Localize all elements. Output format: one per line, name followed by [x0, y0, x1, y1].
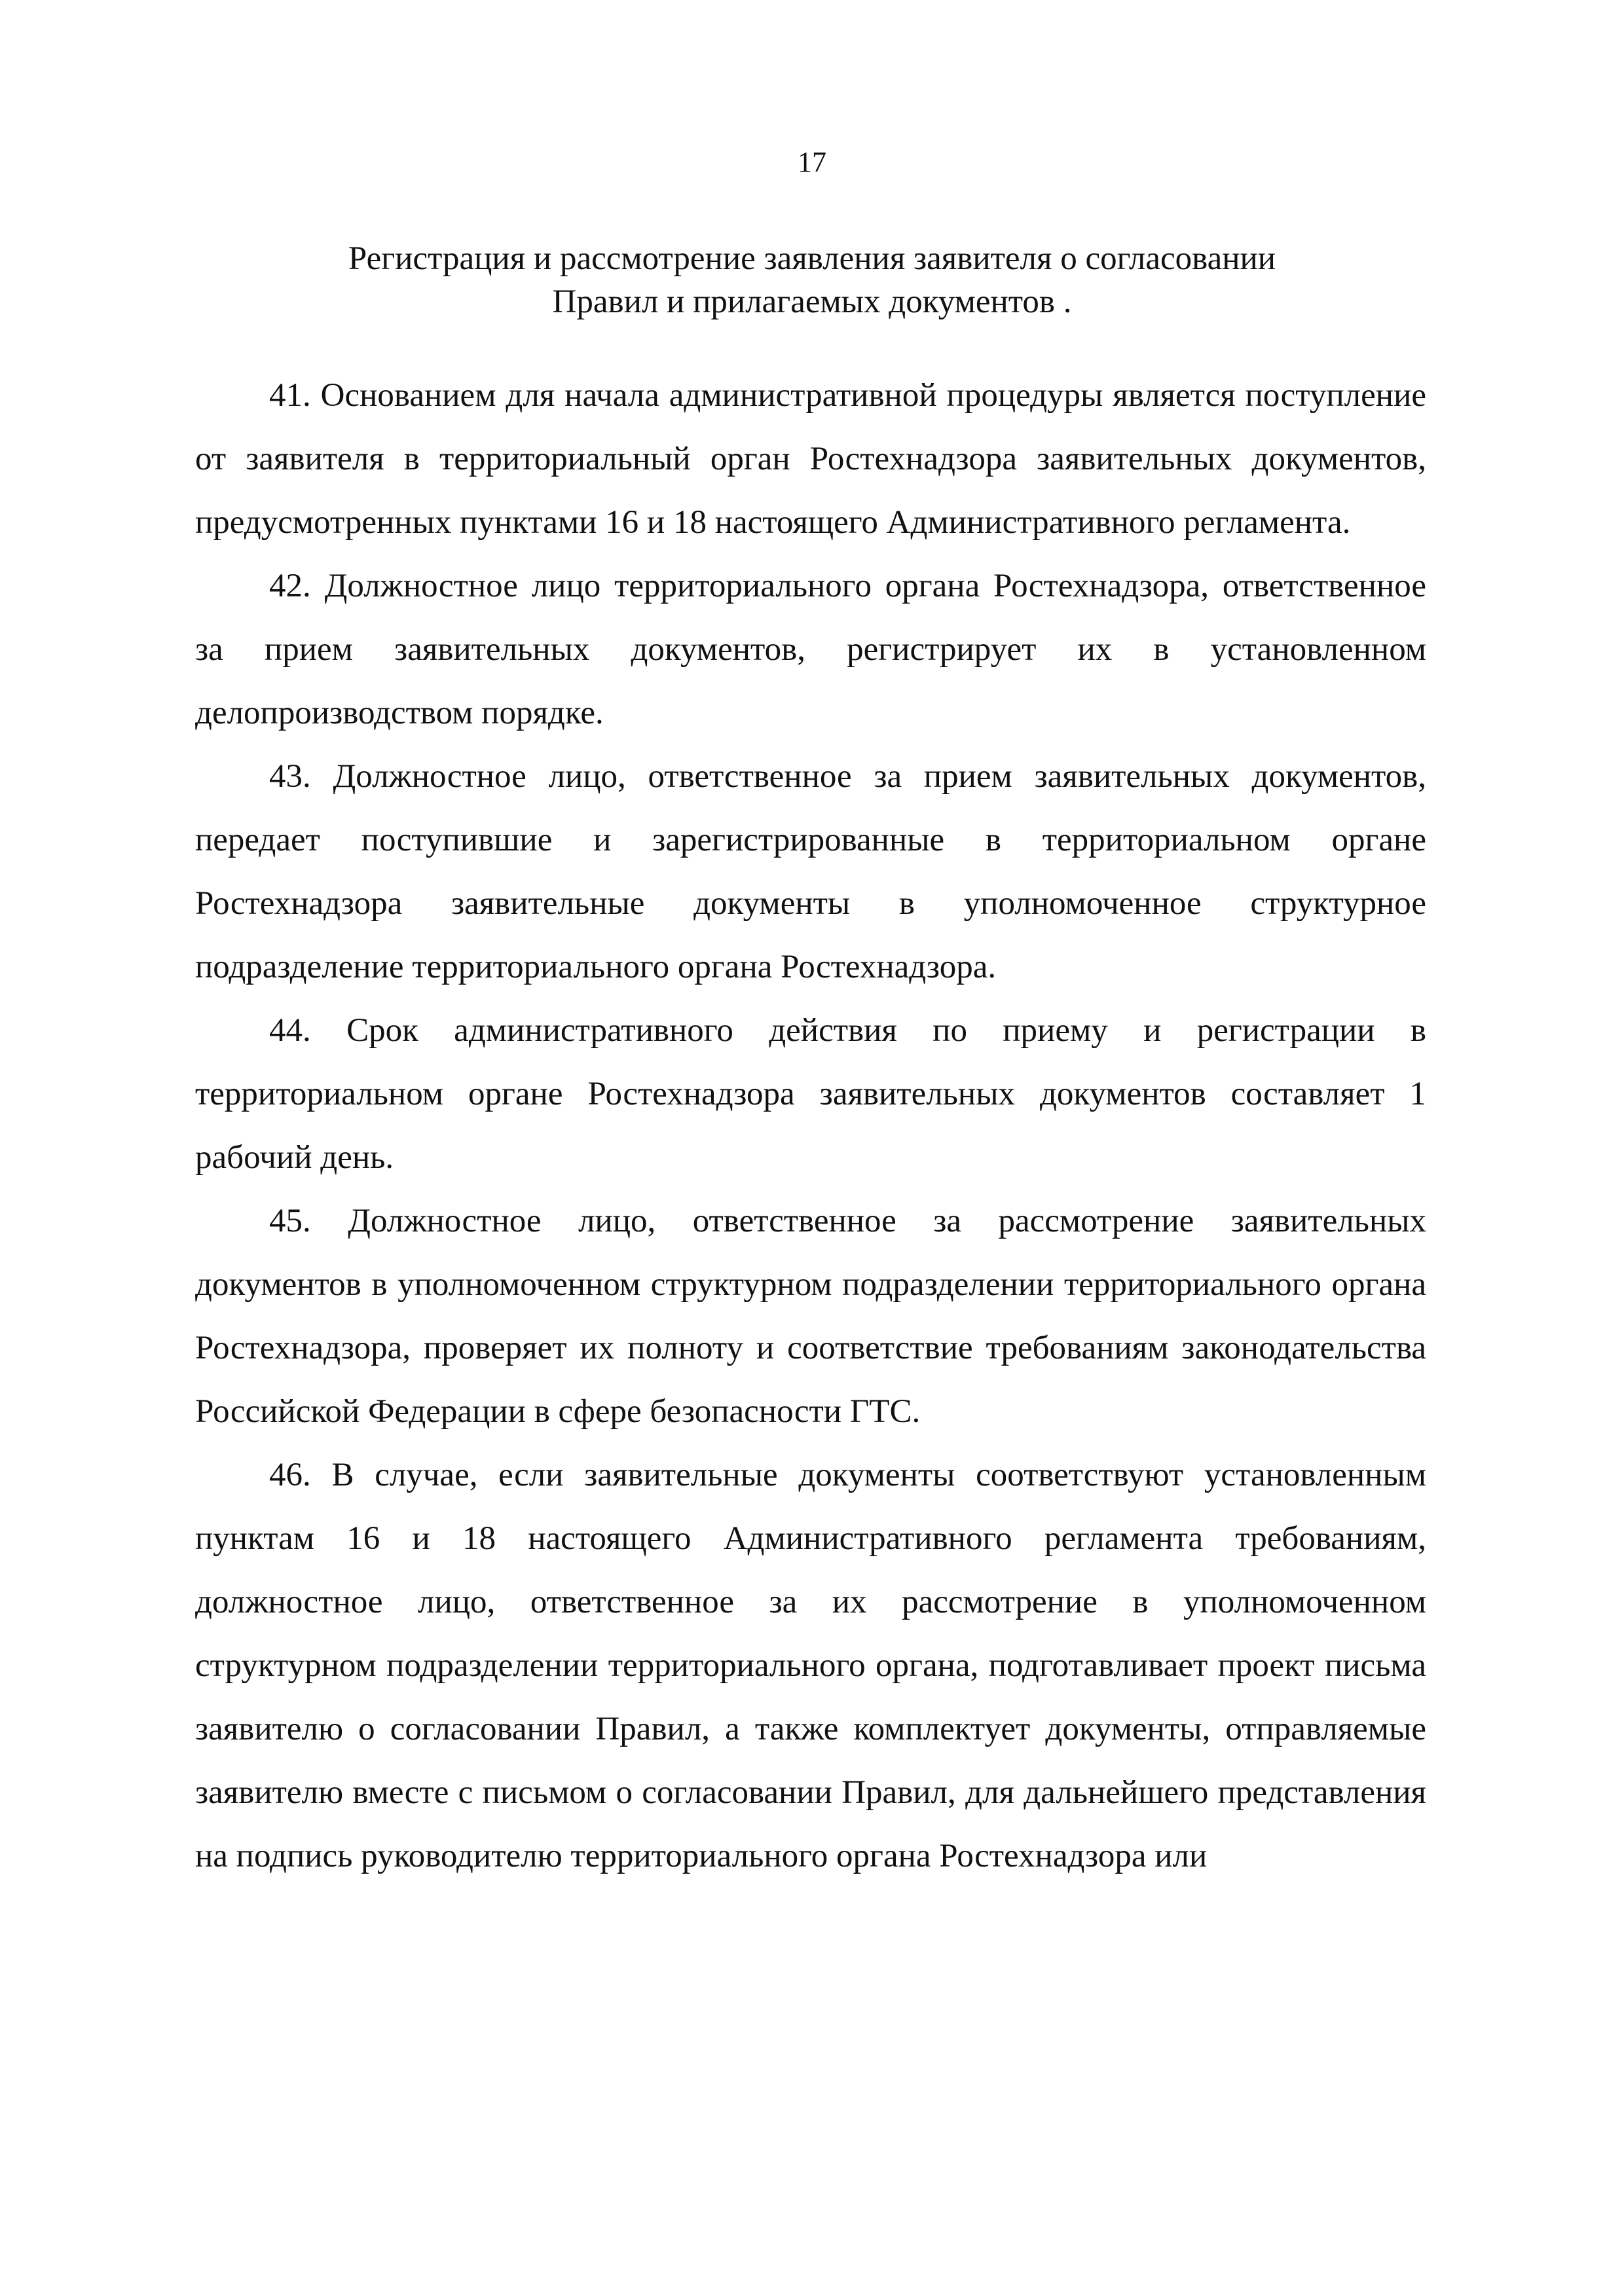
body-text: [195, 364, 1426, 1888]
paragraph-42: 42. Должностное лицо территориального органа Ростехнадзора, ответственное за прием заявительных документов, регистрирует их в установленном делопроизводством порядке.: [195, 568, 1426, 731]
paragraph-46: 46. В случае, если заявительные документы соответствуют установленным пунктам 16 и 18 настоящего Административного регламента требованиям, должностное лицо, ответственное за их рассмотрение в уполномоченном структурном подразделении территориального органа, подготавливает проект письма заявителю о согласовании Правил, а также комплектует документы, отправляемые заявителю вместе с письмом о согласовании Правил, для дальнейшего представления на подпись руководителю территориального органа Ростехнадзора или: [195, 1457, 1426, 1874]
paragraph-43: 43. Должностное лицо, ответственное за прием заявительных документов, передает поступившие и зарегистрированные в территориальном органе Ростехнадзора заявительные документы в уполномоченное структурное подразделение территориального органа Ростехнадзора.: [195, 758, 1426, 985]
heading-line-1: Регистрация и рассмотрение заявления заявителя о согласовании: [348, 240, 1276, 277]
paragraph-41: 41. Основанием для начала административной процедуры является поступление от заявителя в территориальный орган Ростехнадзора заявительных документов, предусмотренных пунктами 16 и 18 настоящего Административного регламента.: [195, 377, 1426, 541]
section-heading: [196, 237, 1428, 323]
page-number: 17: [798, 146, 826, 178]
paragraph-44: 44. Срок административного действия по приему и регистрации в территориальном органе Ростехнадзора заявительных документов составляет 1 рабочий день.: [195, 1012, 1426, 1176]
paragraph-45: 45. Должностное лицо, ответственное за рассмотрение заявительных документов в уполномоченном структурном подразделении территориального органа Ростехнадзора, проверяет их полноту и соответствие требованиям законодательства Российской Федерации в сфере безопасности ГТС.: [195, 1203, 1426, 1430]
heading-line-2: Правил и прилагаемых документов .: [552, 283, 1072, 320]
